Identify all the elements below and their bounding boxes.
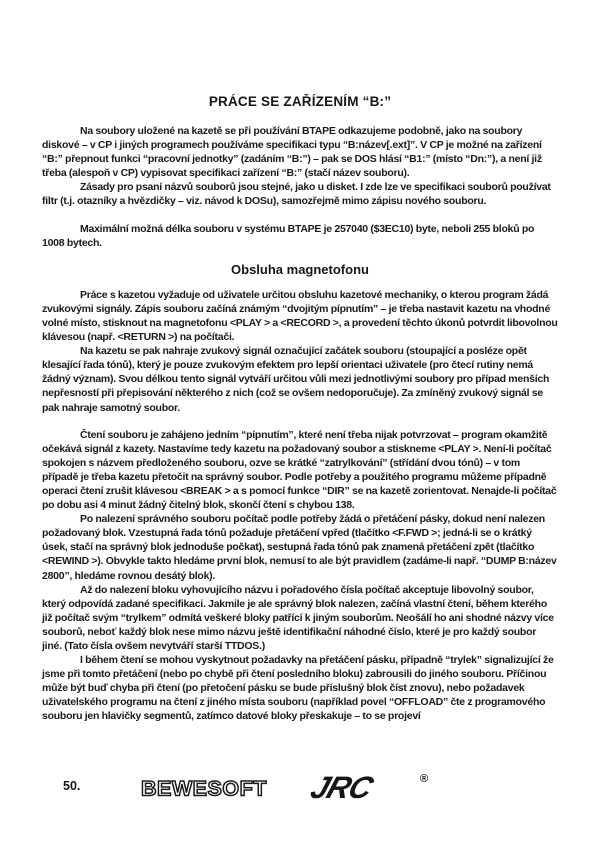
paragraph-5: Na kazetu se pak nahraje zvukový signál označující začátek souboru (stoupající a posléze opět klesající řada tónů), který je pouze zvukovým efektem pro lepší orientaci uživatele (pro čtecí rutiny nemá žádný význam). Svou délkou tento signál vytváří určitou vůli mezi jednotlivými soubory pro případ menších nepřesností při přepisování některého z nich (což se ovšem nedoporučuje). Za zmíněný zvukový signál se pak nahraje samotný soubor. bbox=[42, 345, 550, 414]
jrc-logo bbox=[302, 769, 442, 807]
registered-trademark-icon: ® bbox=[420, 773, 429, 785]
page-title: PRÁCE SE ZAŘÍZENÍM “B:” bbox=[208, 94, 392, 109]
paragraph-8: Až do nalezení bloku vyhovujícího názvu i pořadového čísla počítač akceptuje libovolný soubor, který odpovídá zadané specifikaci. Jakmile je ale správný blok nalezen, začíná vlastní čtení, během kterého již počítač svým “trylkem” odmítá veškeré bloky patřící k jiným souborům. Neošálí ho ani shodné názvy více souborů, neboť každý blok nese mimo názvu ještě identifikační náhodné číslo, které je pro každý soubor jiné. (Tato čísla ovšem nevytváří starší TTDOS.) bbox=[42, 583, 554, 652]
paragraph-spacer bbox=[42, 415, 558, 428]
jrc-logo-text: JRC bbox=[306, 769, 377, 805]
paragraph-7: Po nalezení správného souboru počítač podle potřeby žádá o přetáčení pásky, dokud není nalezen požadovaný blok. Vzestupná řada tónů požaduje přetáčení vpřed (tlačítko <F.FWD >; jedná-li se o krátký úsek, stačí na správný blok jednoduše počkat), sestupná řada tónů pak znamená přetáčení zpět (tlačítko <REWIND >). Obvykle takto hledáme první blok, nemusí to ale být pravidlem (zadáme-li např. “DUMP B:název 2800”, hledáme rovnou desátý blok). bbox=[42, 513, 557, 582]
page-number: 50. bbox=[63, 779, 81, 793]
paragraph-3: Maximální možná délka souboru v systému BTAPE je 257040 ($3EC10) byte, neboli 255 bloků po 1008 bytech. bbox=[42, 222, 535, 249]
page-content bbox=[42, 94, 558, 770]
paragraph-1: Na soubory uložené na kazetě se při používání BTAPE odkazujeme podobně, jako na soubory diskové – v CP i jiných programech používáme specifikaci typu “B:název[.ext]”. V CP je možné na zařízení “B:” přepnout funkci “pracovní jednotky” (zadáním “B:”) – pak se DOS hlásí “B1:” (místo “Dn:”), a není již třeba (alespoň v CP) vypisovat specifikaci zařízení “B:” (stačí název souboru). bbox=[42, 125, 542, 180]
section-heading: Obsluha magnetofonu bbox=[231, 261, 369, 277]
bewesoft-logo bbox=[140, 774, 292, 802]
paragraph-2: Zásady pro psaní názvů souborů jsou stejné, jako u disket. I zde lze ve specifikaci souborů používat filtr (t.j. otazníky a hvězdičky – viz. návod k DOSu), samozřejmě mimo zápisu nového souboru. bbox=[42, 181, 551, 208]
paragraph-spacer bbox=[42, 209, 558, 222]
bewesoft-logo-text: BEWESOFT bbox=[141, 776, 267, 801]
paragraph-6: Čtení souboru je zahájeno jedním “pípnutím”, které není třeba nijak potvrzovat – program okamžitě očekává signál z kazety. Nastavíme tedy kazetu na požadovaný soubor a stiskneme <PLAY >. Není-li počítač spokojen s názvem předloženého souboru, ozve se krátké “zatrylkování” (střídání dvou tónů) – v tom případě je třeba kazetu přetočit na správný soubor. Podle potřeby a použitého programu můžeme případně operaci čtení zrušit klávesou <BREAK > a s pomocí funkce “DIR” se na kazetě zorientovat. Nenajde-li počítač po dobu asi 4 minut žádný čitelný blok, skončí čtení s chybou 138. bbox=[42, 428, 557, 512]
paragraph-4: Práce s kazetou vyžaduje od uživatele určitou obsluhu kazetové mechaniky, o kterou program žádá zvukovými signály. Zápis souboru začíná známým “dvojitým pípnutím” – je třeba nastavit kazetu na vhodné volné místo, stisknout na magnetofonu <PLAY > a <RECORD >, a provedení těchto úkonů potvrdit libovolnou klávesou (např. <RETURN >) na počítači. bbox=[42, 288, 558, 344]
paragraph-9: I během čtení se mohou vyskytnout požadavky na přetáčení pásku, případně “trylek” signalizující že jsme při tomto přetáčení (nebo po chybě při čtení posledního bloku) zabrousili do jiného souboru. Příčinou může být buď chyba při čtení (po přetočení pásku se bude příslušný blok číst znovu), nebo požadavek uživatelského programu na čtení z jiného místa souboru (například povel “OFFLOAD” čte z programového souboru jen hlavičky segmentů, zatímco datové bloky přeskakuje – to se projeví bbox=[42, 654, 554, 723]
